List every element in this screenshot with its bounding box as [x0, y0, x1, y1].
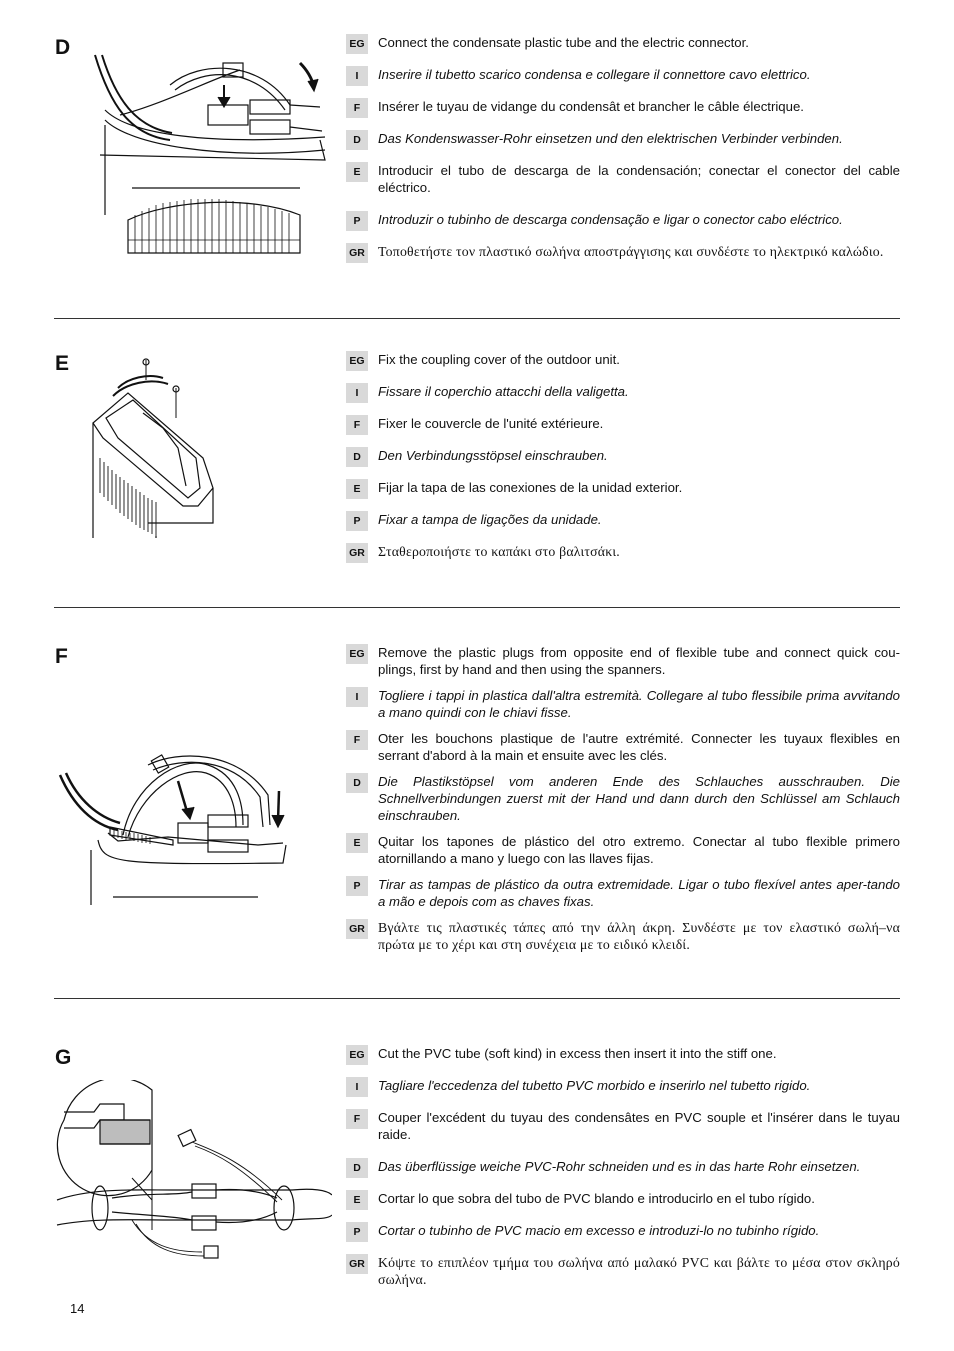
instructions-d: [346, 34, 900, 260]
instruction-text: Fixer le couvercle de l'unité extérieure.: [378, 416, 604, 431]
lang-badge: F: [346, 415, 368, 435]
instruction-text: Den Verbindungsstöpsel einschrauben.: [378, 448, 608, 463]
lang-badge: P: [346, 1222, 368, 1242]
lang-badge: GR: [346, 543, 368, 563]
lang-badge: D: [346, 1158, 368, 1178]
illustration-f: [58, 745, 293, 905]
instruction-row: [346, 833, 900, 867]
instruction-row: [346, 34, 900, 51]
instruction-row: [346, 687, 900, 721]
instruction-row: [346, 543, 900, 560]
lang-badge: D: [346, 130, 368, 150]
instruction-row: [346, 1190, 900, 1207]
instruction-text: Das Kondenswasser-Rohr einsetzen und den elektrischen Verbinder verbinden.: [378, 131, 843, 146]
instructions-e: [346, 351, 900, 560]
instruction-text: Fijar la tapa de las conexiones de la unidad exterior.: [378, 480, 683, 495]
lang-badge: EG: [346, 1045, 368, 1065]
lang-badge: GR: [346, 1254, 368, 1274]
section-letter: E: [55, 352, 70, 375]
lang-badge: D: [346, 447, 368, 467]
instruction-row: [346, 1158, 900, 1175]
instruction-text: Βγάλτε τις πλαστικές τάπες από την άλλη άκρη. Συνδέστε με τον ελαστικό σωλή–να πρώτα με το χέρι και στη συνέχεια με το ειδικό κλειδί.: [378, 920, 900, 952]
instruction-text: Oter les bouchons plastique de l'autre extrémité. Connecter les tuyaux flexibles en serrant d'abord à la main et ensuite avec les clés.: [378, 731, 900, 763]
instruction-row: [346, 130, 900, 147]
lang-badge: E: [346, 162, 368, 182]
instruction-row: [346, 479, 900, 496]
illustration-e: [88, 358, 223, 538]
instruction-text: Cut the PVC tube (soft kind) in excess then insert it into the stiff one.: [378, 1046, 777, 1061]
instruction-text: Togliere i tappi in plastica dall'altra estremità. Collegare al tubo flessibile prima avvitando a mano quindi con le chiavi fisse.: [378, 688, 900, 720]
instruction-text: Die Plastikstöpsel vom anderen Ende des Schlauches ausschrauben. Die Schnellverbindungen zuerst mit der Hand und dann durch den Schlüssel am Schlauch einschrauben.: [378, 774, 900, 823]
section-divider: [54, 318, 900, 319]
lang-badge: P: [346, 511, 368, 531]
instruction-row: [346, 1077, 900, 1094]
instruction-row: [346, 66, 900, 83]
lang-badge: F: [346, 98, 368, 118]
instruction-text: Fixar a tampa de ligações da unidade.: [378, 512, 602, 527]
instruction-text: Remove the plastic plugs from opposite end of flexible tube and connect quick cou-plings, first by hand and then using the spanners.: [378, 645, 900, 677]
illustration-d: [90, 45, 335, 260]
instruction-text: Cortar o tubinho de PVC macio em excesso e introduzi-lo no tubinho rígido.: [378, 1223, 820, 1238]
instruction-row: [346, 1109, 900, 1143]
instructions-f: [346, 644, 900, 953]
lang-badge: I: [346, 687, 368, 707]
instruction-text: Inserire il tubetto scarico condensa e collegare il connettore cavo elettrico.: [378, 67, 811, 82]
instruction-row: [346, 383, 900, 400]
instruction-row: [346, 1222, 900, 1239]
instruction-text: Insérer le tuyau de vidange du condensât et brancher le câble électrique.: [378, 99, 804, 114]
instruction-text: Introducir el tubo de descarga de la condensación; conectar el conector del cable eléctrico.: [378, 163, 900, 195]
instruction-row: [346, 730, 900, 764]
instruction-row: [346, 511, 900, 528]
lang-badge: EG: [346, 351, 368, 371]
instruction-text: Cortar lo que sobra del tubo de PVC blando e introducirlo en el tubo rígido.: [378, 1191, 815, 1206]
instruction-text: Introduzir o tubinho de descarga condensação e ligar o conector cabo eléctrico.: [378, 212, 843, 227]
instruction-text: Tirar as tampas de plástico da outra extremidade. Ligar o tubo flexível antes aper-tando a mão e depois com as chaves fixas.: [378, 877, 900, 909]
lang-badge: F: [346, 1109, 368, 1129]
instruction-row: [346, 243, 900, 260]
illustration-g: [52, 1080, 332, 1280]
lang-badge: E: [346, 1190, 368, 1210]
section-letter: G: [55, 1046, 72, 1069]
instruction-row: [346, 644, 900, 678]
lang-badge: E: [346, 833, 368, 853]
instruction-row: [346, 351, 900, 368]
instruction-text: Connect the condensate plastic tube and the electric connector.: [378, 35, 749, 50]
instruction-row: [346, 211, 900, 228]
section-letter: D: [55, 36, 71, 59]
instruction-text: Fix the coupling cover of the outdoor unit.: [378, 352, 620, 367]
instruction-row: [346, 1045, 900, 1062]
instruction-text: Σταθεροποιήστε το καπάκι στο βαλιτσάκι.: [378, 544, 620, 559]
page-number: 14: [70, 1301, 85, 1316]
instruction-text: Couper l'excédent du tuyau des condensâtes en PVC souple et l'insérer dans le tuyau raide.: [378, 1110, 900, 1142]
lang-badge: GR: [346, 919, 368, 939]
lang-badge: D: [346, 773, 368, 793]
instruction-text: Das überflüssige weiche PVC-Rohr schneiden und es in das harte Rohr einsetzen.: [378, 1159, 861, 1174]
instruction-text: Fissare il coperchio attacchi della valigetta.: [378, 384, 629, 399]
lang-badge: I: [346, 1077, 368, 1097]
lang-badge: I: [346, 66, 368, 86]
instruction-row: [346, 919, 900, 953]
section-letter: F: [55, 645, 68, 668]
instructions-g: [346, 1045, 900, 1288]
instruction-row: [346, 1254, 900, 1288]
instruction-text: Tagliare l'eccedenza del tubetto PVC morbido e inserirlo nel tubetto rigido.: [378, 1078, 811, 1093]
lang-badge: EG: [346, 34, 368, 54]
instruction-row: [346, 447, 900, 464]
instruction-text: Quitar los tapones de plástico del otro extremo. Conectar al tubo flexible primero atornillando a mano y luego con las llaves fijas.: [378, 834, 900, 866]
lang-badge: EG: [346, 644, 368, 664]
lang-badge: F: [346, 730, 368, 750]
lang-badge: P: [346, 211, 368, 231]
instruction-row: [346, 98, 900, 115]
section-divider: [54, 607, 900, 608]
lang-badge: E: [346, 479, 368, 499]
lang-badge: I: [346, 383, 368, 403]
instruction-row: [346, 773, 900, 824]
instruction-row: [346, 876, 900, 910]
instruction-text: Κόψτε το επιπλέον τμήμα του σωλήνα από μαλακό PVC και βάλτε το μέσα στον σκληρό σωλήνα.: [378, 1255, 900, 1287]
lang-badge: GR: [346, 243, 368, 263]
instruction-text: Τοποθετήστε τον πλαστικό σωλήνα αποστράγγισης και συνδέστε το ηλεκτρικό καλώδιο.: [378, 244, 884, 259]
instruction-row: [346, 415, 900, 432]
section-divider: [54, 998, 900, 999]
instruction-row: [346, 162, 900, 196]
lang-badge: P: [346, 876, 368, 896]
